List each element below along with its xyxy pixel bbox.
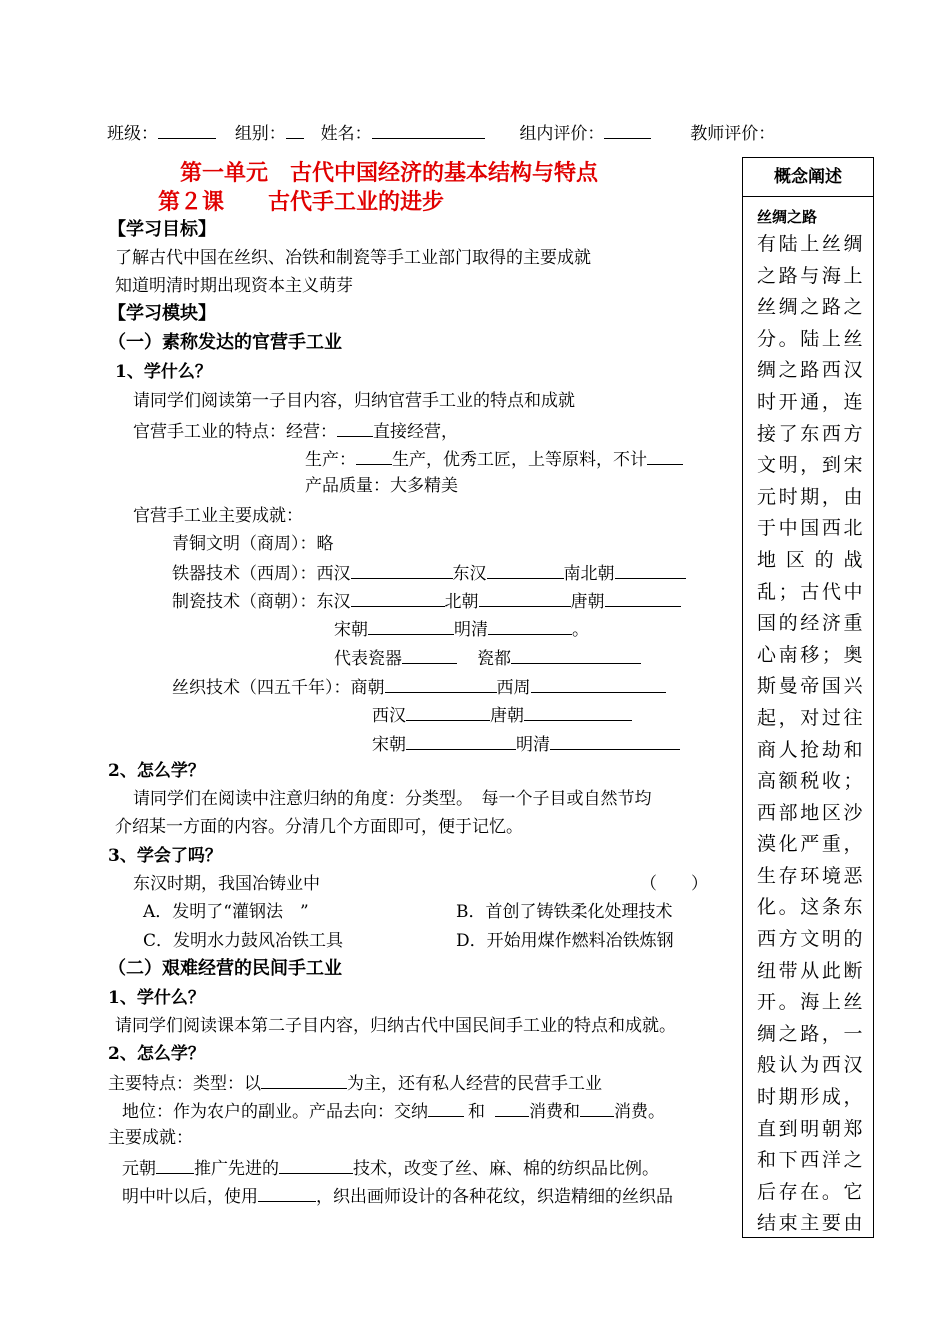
option-d[interactable]: D．开始用煤作燃料冶铁炼钢 <box>456 931 674 951</box>
group-field[interactable] <box>286 121 304 139</box>
blank[interactable] <box>428 1099 464 1117</box>
option-a[interactable]: A．发明了“灌钢法 ” <box>143 902 309 922</box>
s2-feature-line: 主要特点：类型：以 为主，还有私人经营的民营手工业 <box>108 1071 602 1095</box>
blank[interactable] <box>385 675 497 693</box>
section1-title: （一）素称发达的官营手工业 <box>108 332 342 353</box>
blank[interactable] <box>615 561 686 579</box>
lesson-title: 第２课 古代手工业的进步 <box>158 189 445 215</box>
iron-line: 铁器技术（西周）：西汉 东汉 南北朝 <box>172 561 686 585</box>
name-field[interactable] <box>372 121 485 139</box>
unit-title: 第一单元 古代中国经济的基本结构与特点 <box>180 160 599 186</box>
s1-q1: 1、学什么？ <box>115 362 212 382</box>
s1-q3: 3、学会了吗？ <box>108 846 222 866</box>
quality-line: 产品质量：大多精美 <box>305 476 458 496</box>
bronze-line: 青铜文明（商周）：略 <box>172 534 334 554</box>
blank[interactable] <box>511 646 641 664</box>
blank[interactable] <box>406 703 490 721</box>
blank[interactable] <box>531 675 666 693</box>
question-stem: 东汉时期，我国冶铸业中 <box>133 874 320 894</box>
blank[interactable] <box>647 447 683 465</box>
production-line: 生产： 生产，优秀工匠，上等原料，不计 <box>305 447 683 471</box>
blank[interactable] <box>487 561 564 579</box>
blank[interactable] <box>261 1071 347 1089</box>
class-field[interactable] <box>158 121 216 139</box>
method-line: 请同学们在阅读中注意归纳的角度：分类型。 每一个子目或自然节均 <box>133 789 652 809</box>
blank[interactable] <box>479 589 571 607</box>
blank[interactable] <box>368 617 454 635</box>
class-label: 班级： <box>107 124 158 144</box>
porcelain-line-2: 宋朝 明清 。 <box>334 617 589 641</box>
blank[interactable] <box>351 589 445 607</box>
group-label: 组别： <box>234 124 286 144</box>
objective-item: 知道明清时期出现资本主义萌芽 <box>115 276 353 296</box>
rep-porcelain-line: 代表瓷器 瓷都 <box>334 646 641 670</box>
s2-yuan-line: 元朝 推广先进的 技术，改变了丝、麻、棉的纺织品比例。 <box>122 1156 659 1180</box>
header-row <box>107 121 775 145</box>
blank[interactable] <box>580 1099 614 1117</box>
silk-line-2: 西汉 唐朝 <box>372 703 632 727</box>
blank[interactable] <box>488 617 572 635</box>
name-label: 姓名： <box>320 124 372 144</box>
option-b[interactable]: B．首创了铸铁柔化处理技术 <box>456 902 673 922</box>
silk-line: 丝织技术（四五千年）：商朝 西周 <box>172 675 666 699</box>
blank[interactable] <box>495 1099 529 1117</box>
s2-ming-line: 明中叶以后，使用 ，织出画师设计的各种花纹，织造精细的丝织品 <box>122 1184 673 1208</box>
sidebar-term: 丝绸之路 <box>757 208 818 226</box>
blank[interactable] <box>279 1156 353 1174</box>
s1-q2: 2、怎么学？ <box>108 761 205 781</box>
group-eval-field[interactable] <box>604 121 651 139</box>
s2-status-line: 地位：作为农户的副业。产品去向：交纳 和 消费和 消费。 <box>122 1099 665 1123</box>
features-line: 官营手工业的特点：经营： 直接经营， <box>133 419 458 443</box>
method-line: 介绍某一方面的内容。分清几个方面即可，便于记忆。 <box>115 817 523 837</box>
s2-instruction: 请同学们阅读课本第二子目内容，归纳古代中国民间手工业的特点和成就。 <box>115 1016 676 1036</box>
blank[interactable] <box>156 1156 194 1174</box>
section2-title: （二）艰难经营的民间手工业 <box>108 958 342 979</box>
blank[interactable] <box>356 447 392 465</box>
s2-q2: 2、怎么学？ <box>108 1044 205 1064</box>
objectives-heading: 【学习目标】 <box>108 219 216 240</box>
teacher-eval-label: 教师评价： <box>690 124 776 144</box>
blank[interactable] <box>605 589 681 607</box>
blank[interactable] <box>351 561 453 579</box>
concept-sidebar <box>742 157 874 1238</box>
s2-achievements-label: 主要成就： <box>108 1128 193 1148</box>
blank[interactable] <box>524 703 632 721</box>
blank[interactable] <box>402 646 457 664</box>
s2-q1: 1、学什么？ <box>108 988 205 1008</box>
silk-line-3: 宋朝 明清 <box>372 732 680 756</box>
option-c[interactable]: C．发明水力鼓风冶铁工具 <box>143 931 344 951</box>
sidebar-text: 有陆上丝绸之路与海上丝绸之路之分。陆上丝绸之路西汉时开通，连接了东西方文明，到宋元时期，由于中国西北地区的战乱；古代中国的经济重心南移；奥斯曼帝国兴起，对过往商人抢劫和高额税收；西部地区沙漠化严重，生存环境恶化。这条东西方文明的纽带从此断开。海上丝绸之路，一般认为西汉时期形成，直到明朝郑和下西洋之后存在。它结束主要由 <box>757 233 863 1235</box>
answer-paren[interactable]: （ ） <box>640 874 708 894</box>
blank[interactable] <box>337 419 373 437</box>
blank[interactable] <box>406 732 516 750</box>
sidebar-heading: 概念阐述 <box>743 158 873 197</box>
group-eval-label: 组内评价： <box>519 124 605 144</box>
s1-instruction: 请同学们阅读第一子目内容，归纳官营手工业的特点和成就 <box>133 391 575 411</box>
porcelain-line: 制瓷技术（商朝）：东汉 北朝 唐朝 <box>172 589 681 613</box>
blank[interactable] <box>258 1184 316 1202</box>
achievements-label: 官营手工业主要成就： <box>133 506 303 526</box>
blank[interactable] <box>550 732 680 750</box>
objective-item: 了解古代中国在丝织、冶铁和制瓷等手工业部门取得的主要成就 <box>115 248 591 268</box>
module-heading: 【学习模块】 <box>108 303 216 324</box>
